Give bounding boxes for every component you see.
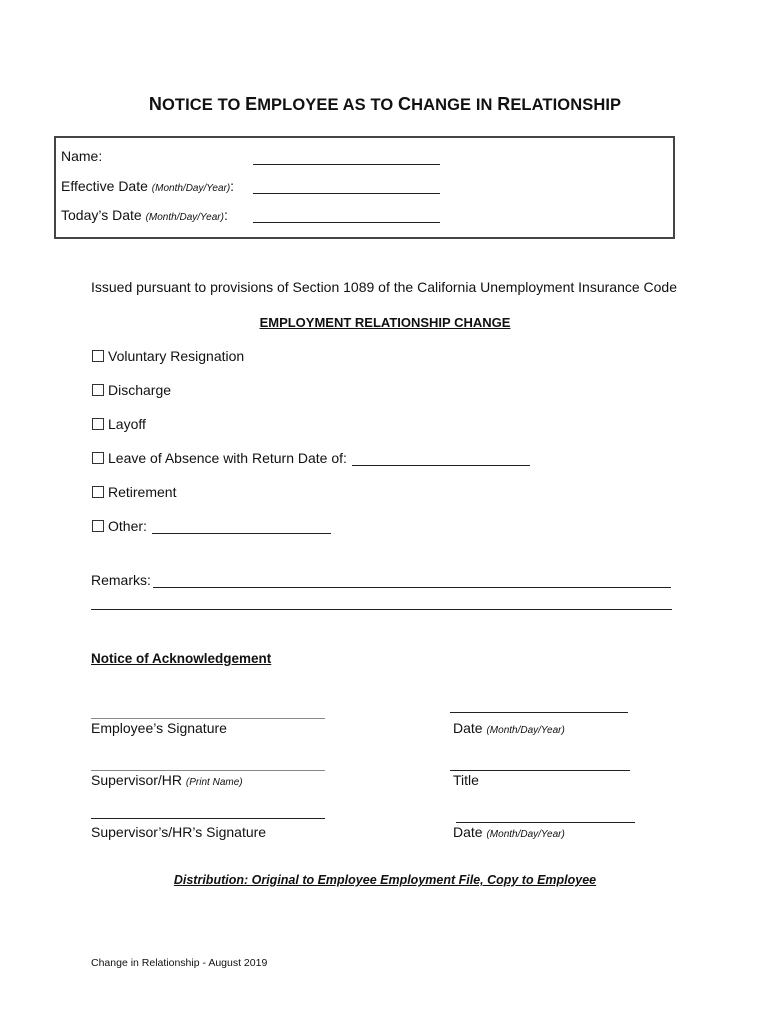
- remarks-field-line-2[interactable]: [91, 592, 672, 610]
- title-part-4: RELATIONSHIP: [497, 94, 622, 114]
- option-leave-of-absence[interactable]: Leave of Absence with Return Date of:: [92, 450, 347, 466]
- effective-date-label: Effective Date (Month/Day/Year):: [61, 178, 235, 194]
- footer-text: Change in Relationship - August 2019: [91, 957, 268, 969]
- remarks-line-1: [153, 587, 671, 588]
- title-line[interactable]: [450, 770, 630, 771]
- checkbox-icon[interactable]: [92, 486, 104, 498]
- supervisor-signature-label: Supervisor’s/HR’s Signature: [91, 824, 267, 840]
- section-heading-wrap: [0, 314, 770, 332]
- option-other[interactable]: Other:: [92, 518, 147, 534]
- document-title: [0, 94, 770, 115]
- checkbox-icon[interactable]: [92, 350, 104, 362]
- ack-heading: Notice of Acknowledgement: [91, 651, 272, 666]
- supervisor-print-line[interactable]: [91, 770, 325, 771]
- other-field[interactable]: [152, 516, 331, 534]
- option-layoff[interactable]: Layoff: [92, 416, 146, 432]
- title-part-3: CHANGE IN: [397, 94, 498, 114]
- title-part-2: EMPLOYEE AS TO: [245, 94, 398, 114]
- issued-text: Issued pursuant to provisions of Section 1089 of the California Unemployment Insurance Code: [91, 279, 678, 295]
- employee-date-label: Date (Month/Day/Year): [453, 720, 565, 736]
- supervisor-date-label: Date (Month/Day/Year): [453, 824, 565, 840]
- remarks-field-line-1[interactable]: [153, 570, 671, 588]
- other-line: [152, 533, 331, 534]
- remarks-line-2: [91, 609, 672, 610]
- supervisor-date-line[interactable]: [456, 822, 635, 823]
- ack-heading-wrap: [91, 650, 271, 668]
- return-date-field[interactable]: [352, 448, 530, 466]
- todays-date-field[interactable]: [253, 205, 440, 223]
- todays-date-line: [253, 222, 440, 223]
- effective-date-field[interactable]: [253, 176, 440, 194]
- checkbox-icon[interactable]: [92, 520, 104, 532]
- option-discharge[interactable]: Discharge: [92, 382, 171, 398]
- remarks-label: Remarks:: [91, 572, 151, 588]
- title-label: Title: [453, 772, 479, 788]
- section-heading: EMPLOYMENT RELATIONSHIP CHANGE: [259, 315, 511, 330]
- return-date-line: [352, 465, 530, 466]
- title-part-1: NOTICE TO: [148, 94, 246, 114]
- checkbox-icon[interactable]: [92, 452, 104, 464]
- distribution-note: Distribution: Original to Employee Employment File, Copy to Employee: [173, 873, 597, 887]
- option-voluntary-resignation[interactable]: Voluntary Resignation: [92, 348, 244, 364]
- supervisor-print-label: Supervisor/HR (Print Name): [91, 772, 243, 788]
- option-retirement[interactable]: Retirement: [92, 484, 176, 500]
- employee-signature-line[interactable]: [91, 718, 325, 719]
- effective-date-line: [253, 193, 440, 194]
- name-field[interactable]: [253, 147, 440, 165]
- checkbox-icon[interactable]: [92, 418, 104, 430]
- distribution-wrap: [0, 871, 770, 889]
- supervisor-signature-line[interactable]: [91, 818, 325, 819]
- checkbox-icon[interactable]: [92, 384, 104, 396]
- name-label: Name:: [61, 148, 103, 164]
- name-line: [253, 164, 440, 165]
- employee-signature-label: Employee’s Signature: [91, 720, 227, 736]
- employee-date-line[interactable]: [450, 712, 628, 713]
- todays-date-label: Today’s Date (Month/Day/Year):: [61, 207, 228, 223]
